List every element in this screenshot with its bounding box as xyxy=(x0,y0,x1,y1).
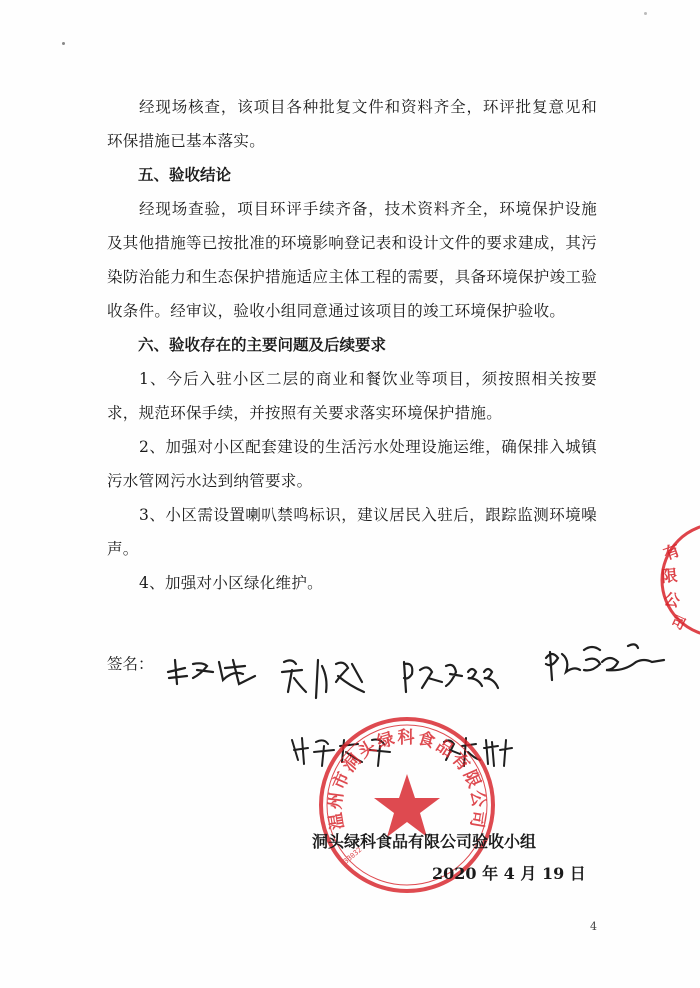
section-heading-issues: 六、验收存在的主要问题及后续要求 xyxy=(138,336,387,354)
requirement-item-3: 3、小区需设置喇叭禁鸣标识，建议居民入驻后，跟踪监测环境噪声。 xyxy=(107,506,597,558)
handwritten-signature-2 xyxy=(278,652,378,704)
svg-text:限: 限 xyxy=(660,565,679,586)
requirement-item-1: 1、今后入驻小区二层的商业和餐饮业等项目，须按照相关按要求，规范环保手续，并按照有关要求落实环境保护措施。 xyxy=(107,370,597,422)
svg-text:温州市洞头绿科食品有限公司: 温州市洞头绿科食品有限公司 xyxy=(325,727,489,832)
side-company-stamp xyxy=(640,520,700,640)
svg-text:司: 司 xyxy=(668,613,688,634)
requirement-item-2: 2、加强对小区配套建设的生活污水处理设施运维，确保排入城镇污水管网污水达到纳管要求。 xyxy=(107,438,597,490)
svg-text:公: 公 xyxy=(662,589,682,611)
page-number: 4 xyxy=(590,920,597,933)
paragraph-conclusion: 经现场查验，项目环评手续齐备，技术资料齐全，环境保护设施及其他措施等已按批准的环境影响登记表和设计文件的要求建成，其污染防治能力和生态保护措施适应主体工程的需要，具备环境保护竣工验收条件。经审议，验收小组同意通过该项目的竣工环境保护验收。 xyxy=(107,200,597,320)
handwritten-signature-4 xyxy=(540,640,670,690)
svg-text:33032: 33032 xyxy=(342,845,364,866)
organization-name: 洞头绿科食品有限公司验收小组 xyxy=(312,832,537,851)
document-date: 2020 年 4 月 19 日 xyxy=(432,864,586,883)
signature-label: 签名： xyxy=(107,655,154,673)
svg-text:有: 有 xyxy=(660,540,683,564)
section-heading-conclusion: 五、验收结论 xyxy=(138,166,232,184)
requirement-item-4: 4、加强对小区绿化维护。 xyxy=(139,574,323,592)
handwritten-signature-3 xyxy=(398,652,508,700)
scan-speck xyxy=(644,12,647,15)
scan-speck xyxy=(62,42,65,45)
paragraph-site-check: 经现场核查，该项目各种批复文件和资料齐全，环评批复意见和环保措施已基本落实。 xyxy=(107,98,597,150)
handwritten-signature-1 xyxy=(163,650,263,690)
